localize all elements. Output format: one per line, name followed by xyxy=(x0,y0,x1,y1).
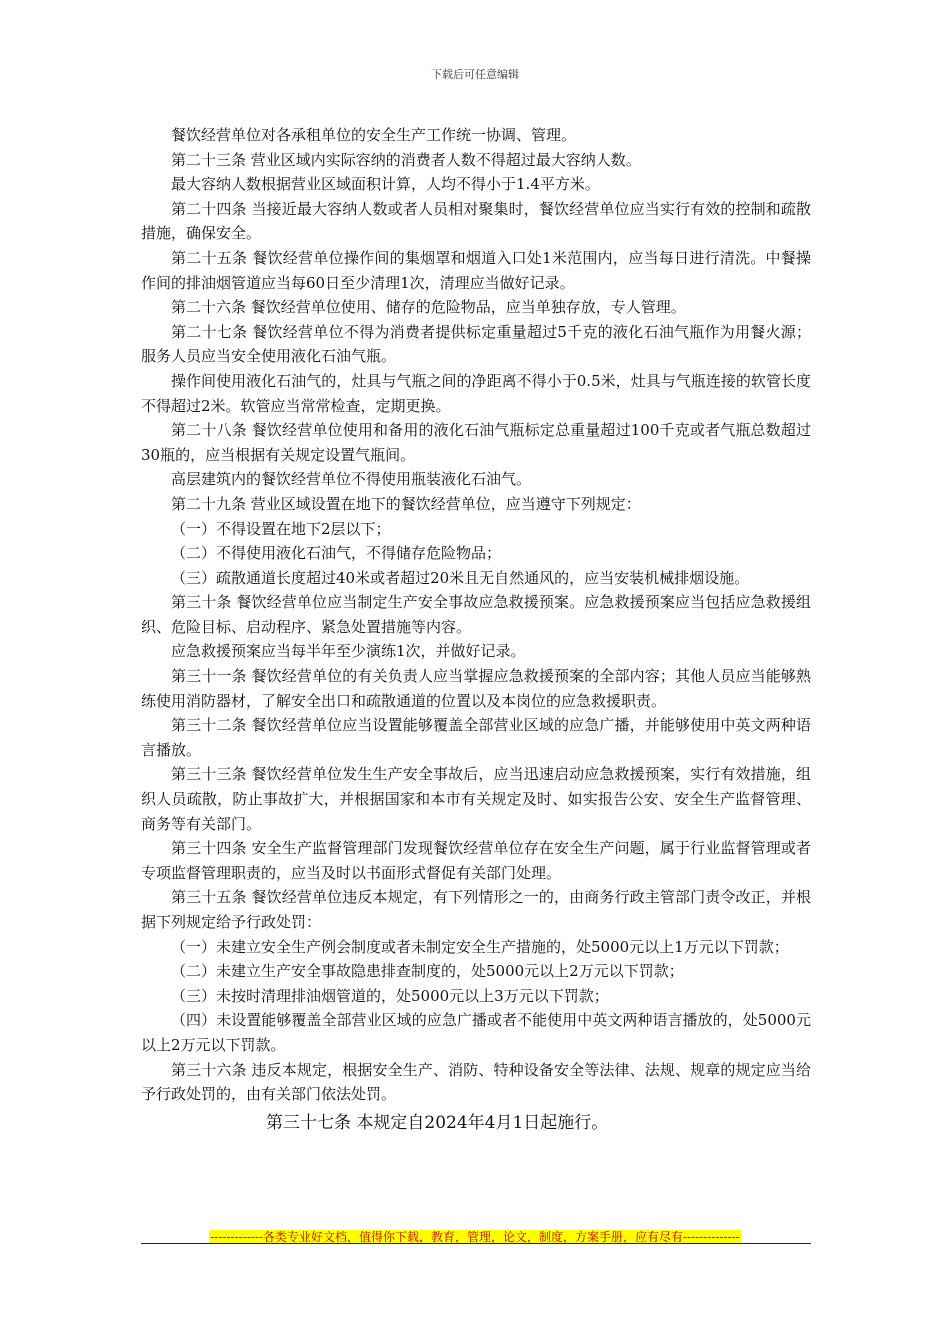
paragraph: 第三十条 餐饮经营单位应当制定生产安全事故应急救援预案。应急救援预案应当包括应急救援组织、危险目标、启动程序、紧急处置措施等内容。 xyxy=(141,593,811,636)
document-body xyxy=(141,123,811,1137)
list-item: （一）不得设置在地下2层以下； xyxy=(171,519,391,538)
list-item: （三）疏散通道长度超过40米或者超过20米且无自然通风的，应当安装机械排烟设施。 xyxy=(171,568,750,587)
list-item: （三）未按时清理排油烟管道的，处5000元以上3万元以下罚款； xyxy=(171,986,609,1005)
list-item: （二）未建立生产安全事故隐患排查制度的，处5000元以上2万元以下罚款； xyxy=(171,962,684,981)
paragraph: 第三十三条 餐饮经营单位发生生产安全事故后，应当迅速启动应急救援预案，实行有效措施，组织人员疏散，防止事故扩大，并根据国家和本市有关规定及时、如实报告公安、安全生产监督管理、商务等有关部门。 xyxy=(141,765,811,833)
paragraph: 第二十八条 餐饮经营单位使用和备用的液化石油气瓶标定总重量超过100千克或者气瓶总数超过30瓶的，应当根据有关规定设置气瓶间。 xyxy=(141,421,811,464)
paragraph: 第二十七条 餐饮经营单位不得为消费者提供标定重量超过5千克的液化石油气瓶作为用餐火源；服务人员应当安全使用液化石油气瓶。 xyxy=(141,322,811,366)
paragraph: 第二十四条 当接近最大容纳人数或者人员相对聚集时，餐饮经营单位应当实行有效的控制和疏散措施，确保安全。 xyxy=(141,199,811,243)
list-item: （四）未设置能够覆盖全部营业区域的应急广播或者不能使用中英文两种语言播放的，处5000元以上2万元以下罚款。 xyxy=(141,1011,811,1054)
footer-banner-text: -------------各类专业好文档，值得你下载，教育，管理，论文，制度，方案手册，应有尽有-------------- xyxy=(210,1230,740,1244)
footer-divider xyxy=(141,1243,811,1244)
page-header: 下载后可任意编辑 xyxy=(431,68,519,81)
paragraph: 高层建筑内的餐饮经营单位不得使用瓶装液化石油气。 xyxy=(171,470,532,489)
paragraph: 餐饮经营单位对各承租单位的安全生产工作统一协调、管理。 xyxy=(171,126,577,144)
paragraph: 应急救援预案应当每半年至少演练1次，并做好记录。 xyxy=(171,642,526,661)
paragraph: 第二十三条 营业区域内实际容纳的消费者人数不得超过最大容纳人数。 xyxy=(171,150,641,169)
effective-date-paragraph: 第三十七条 本规定自2024年4月1日起施行。 xyxy=(266,1112,609,1133)
paragraph: 第二十九条 营业区域设置在地下的餐饮经营单位，应当遵守下列规定： xyxy=(171,494,641,513)
paragraph: 第三十二条 餐饮经营单位应当设置能够覆盖全部营业区域的应急广播，并能够使用中英文两种语言播放。 xyxy=(141,716,811,759)
paragraph: 第三十六条 违反本规定，根据安全生产、消防、特种设备安全等法律、法规、规章的规定应当给予行政处罚的，由有关部门依法处罚。 xyxy=(141,1060,811,1104)
list-item: （二）不得使用液化石油气，不得储存危险物品； xyxy=(171,544,502,563)
list-item: （一）未建立安全生产例会制度或者未制定安全生产措施的，处5000元以上1万元以下罚款； xyxy=(171,937,789,956)
paragraph: 第二十五条 餐饮经营单位操作间的集烟罩和烟道入口处1米范围内，应当每日进行清洗。中餐操作间的排油烟管道应当每60日至少清理1次，清理应当做好记录。 xyxy=(141,248,811,292)
paragraph: 操作间使用液化石油气的，灶具与气瓶之间的净距离不得小于0.5米，灶具与气瓶连接的软管长度不得超过2米。软管应当常常检查，定期更换。 xyxy=(141,371,811,415)
paragraph: 第三十一条 餐饮经营单位的有关负责人应当掌握应急救援预案的全部内容；其他人员应当能够熟练使用消防器材，了解安全出口和疏散通道的位置以及本岗位的应急救援职责。 xyxy=(141,667,811,710)
paragraph: 第三十五条 餐饮经营单位违反本规定，有下列情形之一的，由商务行政主管部门责令改正，并根据下列规定给予行政处罚： xyxy=(141,888,811,931)
paragraph: 第三十四条 安全生产监督管理部门发现餐饮经营单位存在安全生产问题，属于行业监督管理或者专项监督管理职责的，应当及时以书面形式督促有关部门处理。 xyxy=(141,839,811,882)
paragraph: 第二十六条 餐饮经营单位使用、储存的危险物品，应当单独存放，专人管理。 xyxy=(171,298,686,317)
paragraph: 最大容纳人数根据营业区域面积计算，人均不得小于1.4平方米。 xyxy=(171,175,600,194)
